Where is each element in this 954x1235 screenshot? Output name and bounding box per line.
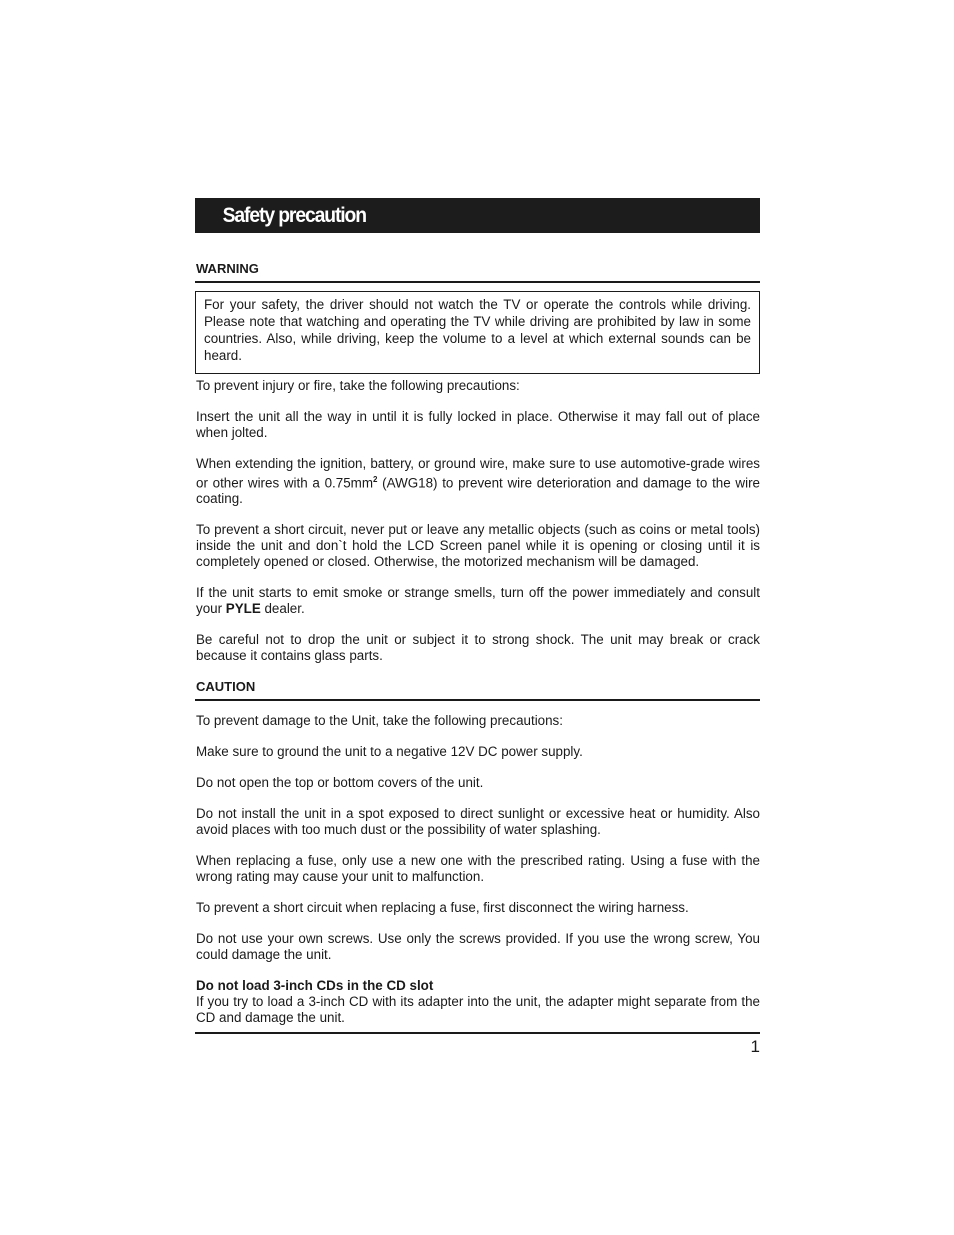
- warning-paragraph-2-b: (AWG18) to prevent wire deterioration and damage to the wire coating.: [196, 475, 760, 507]
- warning-paragraph-4: [195, 585, 760, 617]
- warning-paragraph-1: Insert the unit all the way in until it is fully locked in place. Otherwise it may fall out of place when jolted.: [196, 409, 760, 440]
- warning-paragraph-2: [195, 456, 760, 507]
- caution-paragraph-5: To prevent a short circuit when replacing a fuse, first disconnect the wiring harness.: [196, 900, 689, 916]
- warning-intro: To prevent injury or fire, take the following precautions:: [196, 378, 520, 393]
- bottom-rule: [195, 1032, 760, 1034]
- caution-paragraph-2: Do not open the top or bottom covers of the unit.: [196, 775, 484, 791]
- caution-paragraph-4: When replacing a fuse, only use a new one with the prescribed rating. Using a fuse with the wrong rating may cause your unit to malfunction.: [196, 853, 760, 885]
- manual-page: [195, 198, 760, 1057]
- cd-paragraph: If you try to load a 3-inch CD with its adapter into the unit, the adapter might separate from the CD and damage the unit.: [196, 994, 760, 1026]
- page-number: 1: [750, 1037, 760, 1057]
- warning-paragraph-4-b: dealer.: [260, 601, 305, 617]
- caution-paragraph-3: Do not install the unit in a spot exposed to direct sunlight or excessive heat or humidity. Also avoid places with too much dust or the possibility of water splashing.: [196, 806, 760, 838]
- caution-intro: To prevent damage to the Unit, take the following precautions:: [196, 713, 563, 729]
- caution-paragraph-1: Make sure to ground the unit to a negative 12V DC power supply.: [196, 744, 583, 760]
- warning-paragraph-4-a: If the unit starts to emit smoke or strange smells, turn off the power immediately and consult your: [196, 585, 760, 617]
- page-title: Safety precaution: [222, 203, 366, 227]
- caution-paragraph-6: Do not use your own screws. Use only the screws provided. If you use the wrong screw, You could damage the unit.: [196, 931, 760, 963]
- warning-rule: [195, 281, 760, 283]
- warning-box: For your safety, the driver should not watch the TV or operate the controls while driving. Please note that watching and operating the TV while driving are prohibited by law in some countries. Also, while driving, keep the volume to a level at which external sounds can be heard.: [195, 291, 760, 374]
- warning-heading: WARNING: [196, 261, 259, 276]
- warning-paragraph-5: Be careful not to drop the unit or subject it to strong shock. The unit may break or crack because it contains glass parts.: [196, 632, 760, 664]
- title-bar: [195, 198, 760, 233]
- warning-paragraph-2-a: When extending the ignition, battery, or ground wire, make sure to use automotive-grade wires or other wires with a 0.75mm: [196, 456, 760, 491]
- brand-name: PYLE: [225, 601, 261, 617]
- superscript-2: 2: [372, 475, 378, 484]
- cd-heading: Do not load 3-inch CDs in the CD slot: [196, 978, 434, 994]
- caution-heading: CAUTION: [196, 679, 256, 695]
- warning-paragraph-3: To prevent a short circuit, never put or leave any metallic objects (such as coins or metal tools) inside the unit and don`t hold the LCD Screen panel while it is opening or closing until it is completely opened or closed. Otherwise, the motorized mechanism will be damaged.: [196, 522, 760, 570]
